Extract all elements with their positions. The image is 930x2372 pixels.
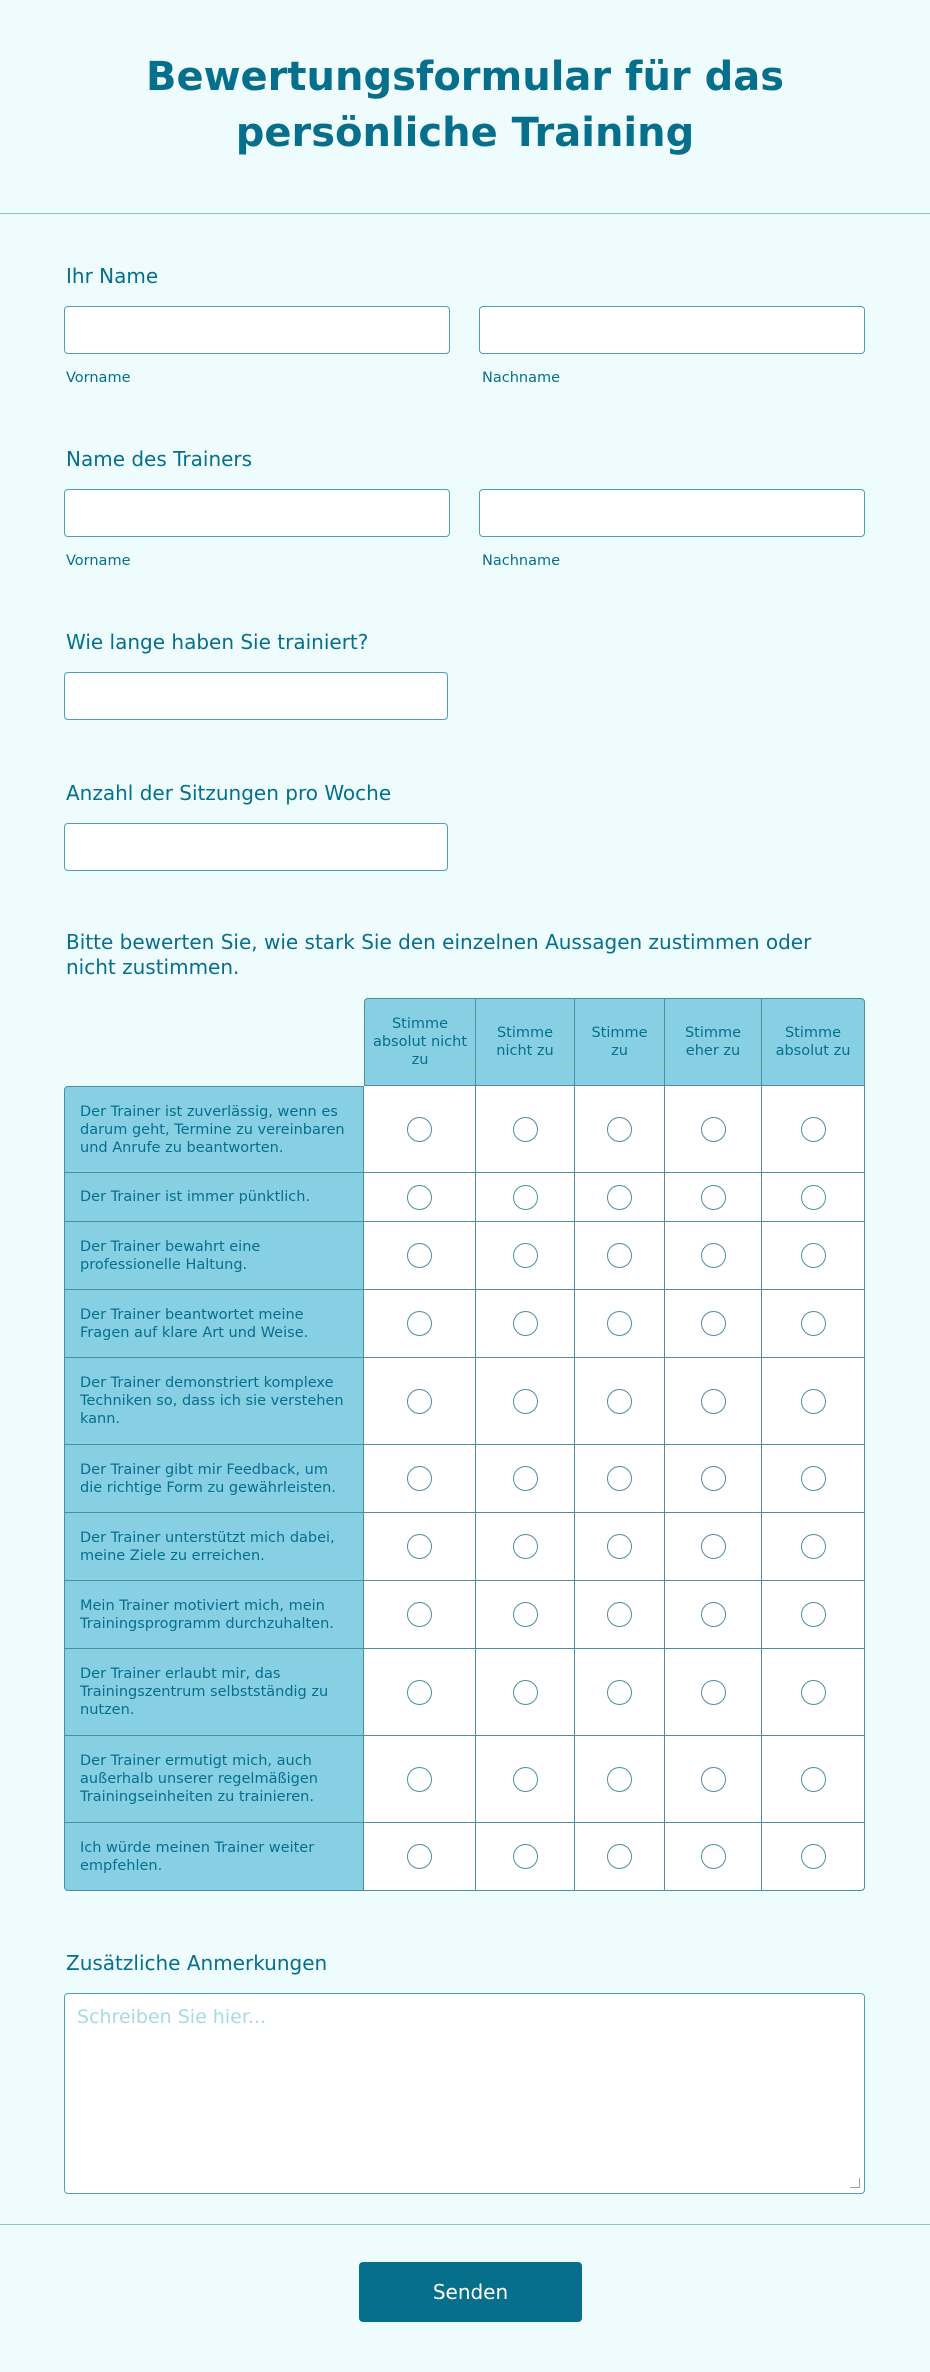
matrix-question: Bitte bewerten Sie, wie stark Sie den einzelnen Aussagen zustimmen oder nicht zustimmen. — [66, 930, 812, 979]
rating-radio[interactable] — [607, 1389, 632, 1414]
matrix-header-row — [64, 998, 865, 1086]
rating-radio[interactable] — [513, 1117, 538, 1142]
rating-radio[interactable] — [513, 1243, 538, 1268]
matrix-row-label: Der Trainer ist zuverlässig, wenn es darum geht, Termine zu vereinbaren und Anrufe zu beantworten. — [64, 1086, 364, 1173]
matrix-row-label: Der Trainer beantwortet meine Fragen auf klare Art und Weise. — [64, 1290, 364, 1358]
rating-radio[interactable] — [801, 1185, 826, 1210]
rating-radio[interactable] — [607, 1117, 632, 1142]
rating-radio[interactable] — [407, 1311, 432, 1336]
rating-radio[interactable] — [801, 1534, 826, 1559]
rating-radio[interactable] — [407, 1680, 432, 1705]
matrix-cell — [364, 1649, 476, 1736]
matrix-row-label: Der Trainer erlaubt mir, das Trainingszentrum selbstständig zu nutzen. — [64, 1649, 364, 1736]
matrix-row — [64, 1649, 865, 1736]
matrix-cell — [665, 1736, 762, 1823]
matrix-cell — [364, 1290, 476, 1358]
matrix-cell — [575, 1736, 665, 1823]
matrix-cell — [575, 1290, 665, 1358]
matrix-cell — [665, 1513, 762, 1581]
matrix-cell — [364, 1173, 476, 1222]
rating-radio[interactable] — [801, 1243, 826, 1268]
rating-matrix — [64, 998, 865, 1891]
matrix-cell — [575, 1649, 665, 1736]
rating-radio[interactable] — [701, 1466, 726, 1491]
matrix-cell — [575, 1581, 665, 1649]
rating-radio[interactable] — [701, 1311, 726, 1336]
rating-radio[interactable] — [801, 1466, 826, 1491]
matrix-row — [64, 1445, 865, 1513]
matrix-cell — [476, 1086, 575, 1173]
rating-radio[interactable] — [513, 1311, 538, 1336]
matrix-cell — [476, 1173, 575, 1222]
matrix-cell — [476, 1290, 575, 1358]
rating-radio[interactable] — [701, 1243, 726, 1268]
rating-radio[interactable] — [513, 1844, 538, 1869]
matrix-cell — [364, 1823, 476, 1891]
first-name-sublabel: Vorname — [66, 370, 131, 386]
rating-radio[interactable] — [701, 1185, 726, 1210]
rating-radio[interactable] — [607, 1680, 632, 1705]
matrix-cell — [762, 1649, 865, 1736]
rating-radio[interactable] — [607, 1311, 632, 1336]
matrix-cell — [762, 1358, 865, 1445]
matrix-cell — [762, 1086, 865, 1173]
last-name-sublabel: Nachname — [482, 370, 561, 386]
matrix-row-label: Der Trainer unterstützt mich dabei, meine Ziele zu erreichen. — [64, 1513, 364, 1581]
page-title: Bewertungsformular für das persönliche Training — [145, 53, 785, 156]
column-header: Stimme absolut nicht zu — [364, 998, 476, 1086]
rating-radio[interactable] — [407, 1602, 432, 1627]
matrix-cell — [762, 1173, 865, 1222]
matrix-row — [64, 1823, 865, 1891]
matrix-cell — [364, 1358, 476, 1445]
rating-radio[interactable] — [607, 1243, 632, 1268]
rating-radio[interactable] — [407, 1389, 432, 1414]
matrix-row — [64, 1513, 865, 1581]
rating-radio[interactable] — [801, 1767, 826, 1792]
matrix-cell — [575, 1445, 665, 1513]
matrix-row-label: Der Trainer bewahrt eine professionelle Haltung. — [64, 1222, 364, 1290]
matrix-row-label: Der Trainer ermutigt mich, auch außerhalb unserer regelmäßigen Trainingseinheiten zu trainieren. — [64, 1736, 364, 1823]
matrix-cell — [364, 1513, 476, 1581]
matrix-cell — [364, 1086, 476, 1173]
first-name-input[interactable] — [64, 306, 450, 354]
matrix-cell — [762, 1222, 865, 1290]
rating-radio[interactable] — [801, 1389, 826, 1414]
column-header: Stimme eher zu — [665, 998, 762, 1086]
rating-radio[interactable] — [407, 1185, 432, 1210]
matrix-cell — [575, 1513, 665, 1581]
matrix-cell — [476, 1649, 575, 1736]
matrix-row-label: Mein Trainer motiviert mich, mein Trainingsprogramm durchzuhalten. — [64, 1581, 364, 1649]
duration-input[interactable] — [64, 672, 448, 720]
matrix-row — [64, 1086, 865, 1173]
matrix-cell — [762, 1823, 865, 1891]
matrix-row — [64, 1173, 865, 1222]
matrix-row-label: Der Trainer ist immer pünktlich. — [64, 1173, 364, 1222]
matrix-cell — [762, 1290, 865, 1358]
rating-radio[interactable] — [513, 1389, 538, 1414]
rating-radio[interactable] — [801, 1311, 826, 1336]
rating-radio[interactable] — [801, 1844, 826, 1869]
rating-radio[interactable] — [701, 1534, 726, 1559]
rating-radio[interactable] — [407, 1117, 432, 1142]
matrix-cell — [476, 1823, 575, 1891]
rating-radio[interactable] — [607, 1844, 632, 1869]
rating-radio[interactable] — [701, 1680, 726, 1705]
column-header: Stimme zu — [575, 998, 665, 1086]
rating-radio[interactable] — [407, 1767, 432, 1792]
matrix-cell — [575, 1086, 665, 1173]
trainer-first-name-input[interactable] — [64, 489, 450, 537]
matrix-cell — [364, 1581, 476, 1649]
rating-radio[interactable] — [607, 1534, 632, 1559]
matrix-cell — [762, 1736, 865, 1823]
rating-radio[interactable] — [607, 1767, 632, 1792]
trainer-first-name-sublabel: Vorname — [66, 553, 131, 569]
matrix-cell — [575, 1173, 665, 1222]
matrix-corner — [64, 998, 364, 1086]
submit-button[interactable]: Senden — [359, 2262, 582, 2322]
rating-radio[interactable] — [701, 1389, 726, 1414]
matrix-row-label: Der Trainer demonstriert komplexe Techniken so, dass ich sie verstehen kann. — [64, 1358, 364, 1445]
rating-radio[interactable] — [513, 1466, 538, 1491]
rating-radio[interactable] — [607, 1185, 632, 1210]
rating-radio[interactable] — [607, 1602, 632, 1627]
matrix-row — [64, 1358, 865, 1445]
matrix-cell — [575, 1358, 665, 1445]
matrix-cell — [476, 1736, 575, 1823]
rating-radio[interactable] — [407, 1534, 432, 1559]
matrix-cell — [575, 1823, 665, 1891]
column-header: Stimme nicht zu — [476, 998, 575, 1086]
matrix-row — [64, 1290, 865, 1358]
rating-radio[interactable] — [407, 1243, 432, 1268]
matrix-cell — [665, 1581, 762, 1649]
rating-radio[interactable] — [407, 1466, 432, 1491]
rating-radio[interactable] — [801, 1602, 826, 1627]
trainer-last-name-input[interactable] — [479, 489, 865, 537]
matrix-row — [64, 1222, 865, 1290]
matrix-cell — [665, 1086, 762, 1173]
matrix-cell — [665, 1823, 762, 1891]
rating-radio[interactable] — [701, 1117, 726, 1142]
rating-radio[interactable] — [407, 1844, 432, 1869]
matrix-row-label: Ich würde meinen Trainer weiter empfehlen. — [64, 1823, 364, 1891]
matrix-cell — [665, 1222, 762, 1290]
rating-radio[interactable] — [801, 1117, 826, 1142]
rating-radio[interactable] — [801, 1680, 826, 1705]
trainer-last-name-sublabel: Nachname — [482, 553, 561, 569]
rating-radio[interactable] — [701, 1844, 726, 1869]
matrix-cell — [665, 1649, 762, 1736]
comments-label: Zusätzliche Anmerkungen — [66, 1951, 328, 1975]
matrix-cell — [665, 1358, 762, 1445]
matrix-cell — [762, 1445, 865, 1513]
rating-radio[interactable] — [513, 1534, 538, 1559]
comments-textarea[interactable] — [64, 1993, 865, 2194]
rating-radio[interactable] — [513, 1185, 538, 1210]
matrix-cell — [665, 1445, 762, 1513]
matrix-cell — [364, 1736, 476, 1823]
name-label: Ihr Name — [66, 264, 159, 288]
resize-handle-icon[interactable] — [850, 2178, 860, 2188]
matrix-cell — [762, 1581, 865, 1649]
matrix-cell — [665, 1290, 762, 1358]
rating-radio[interactable] — [701, 1602, 726, 1627]
last-name-input[interactable] — [479, 306, 865, 354]
rating-radio[interactable] — [701, 1767, 726, 1792]
matrix-cell — [476, 1445, 575, 1513]
matrix-cell — [364, 1445, 476, 1513]
matrix-cell — [762, 1513, 865, 1581]
sessions-input[interactable] — [64, 823, 448, 871]
matrix-cell — [665, 1173, 762, 1222]
duration-label: Wie lange haben Sie trainiert? — [66, 630, 369, 654]
rating-radio[interactable] — [513, 1602, 538, 1627]
matrix-cell — [476, 1358, 575, 1445]
rating-radio[interactable] — [513, 1680, 538, 1705]
matrix-cell — [476, 1581, 575, 1649]
matrix-cell — [476, 1222, 575, 1290]
column-header: Stimme absolut zu — [762, 998, 865, 1086]
matrix-row-label: Der Trainer gibt mir Feedback, um die richtige Form zu gewährleisten. — [64, 1445, 364, 1513]
rating-radio[interactable] — [513, 1767, 538, 1792]
matrix-cell — [364, 1222, 476, 1290]
matrix-row — [64, 1581, 865, 1649]
sessions-label: Anzahl der Sitzungen pro Woche — [66, 781, 392, 805]
rating-radio[interactable] — [607, 1466, 632, 1491]
form-header — [0, 0, 930, 214]
matrix-cell — [575, 1222, 665, 1290]
matrix-cell — [476, 1513, 575, 1581]
trainer-name-label: Name des Trainers — [66, 447, 253, 471]
matrix-row — [64, 1736, 865, 1823]
